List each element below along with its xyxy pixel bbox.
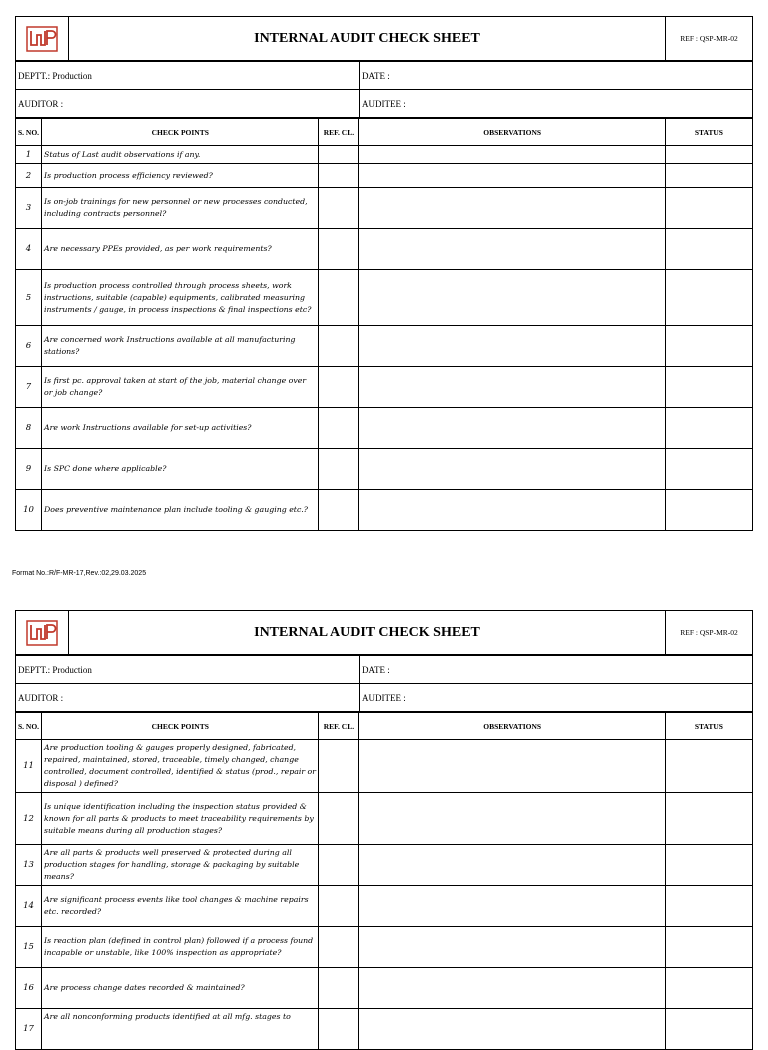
observation-cell[interactable] xyxy=(359,367,665,408)
checklist-table xyxy=(15,118,753,531)
table-row xyxy=(16,188,753,229)
observation-cell[interactable] xyxy=(359,229,665,270)
ref-cl-cell[interactable] xyxy=(319,408,359,449)
ref-cl-cell[interactable] xyxy=(319,740,359,793)
ref-cl-cell[interactable] xyxy=(319,927,359,968)
date-label: DATE : xyxy=(360,656,753,684)
company-logo-icon xyxy=(25,24,59,54)
check-point-text: Is on-job trainings for new personnel or new processes conducted, including contracts personnel? xyxy=(42,188,319,229)
col-header-check-points: CHECK POINTS xyxy=(42,119,319,146)
check-point-text: Is production process efficiency reviewed? xyxy=(42,164,319,188)
department-label: DEPTT.: Production xyxy=(16,656,360,684)
check-point-text: Are necessary PPEs provided, as per work requirements? xyxy=(42,229,319,270)
table-row xyxy=(16,740,753,793)
auditee-label: AUDITEE : xyxy=(360,684,753,712)
row-number: 15 xyxy=(16,927,42,968)
table-row xyxy=(16,927,753,968)
sheet-title: INTERNAL AUDIT CHECK SHEET xyxy=(69,611,666,655)
observation-cell[interactable] xyxy=(359,886,665,927)
col-header-observations: OBSERVATIONS xyxy=(359,713,665,740)
status-cell[interactable] xyxy=(665,449,752,490)
auditor-label: AUDITOR : xyxy=(16,90,360,118)
table-row xyxy=(16,367,753,408)
status-cell[interactable] xyxy=(665,845,752,886)
company-logo-icon xyxy=(25,618,59,648)
observation-cell[interactable] xyxy=(359,1009,665,1050)
ref-code: REF : QSP-MR-02 xyxy=(666,17,753,61)
ref-cl-cell[interactable] xyxy=(319,490,359,531)
row-number: 1 xyxy=(16,146,42,164)
observation-cell[interactable] xyxy=(359,270,665,326)
status-cell[interactable] xyxy=(665,408,752,449)
observation-cell[interactable] xyxy=(359,968,665,1009)
sheet-header-table xyxy=(15,610,753,655)
status-cell[interactable] xyxy=(665,927,752,968)
observation-cell[interactable] xyxy=(359,449,665,490)
ref-cl-cell[interactable] xyxy=(319,449,359,490)
row-number: 3 xyxy=(16,188,42,229)
observation-cell[interactable] xyxy=(359,740,665,793)
col-header-ref-cl: REF. CL. xyxy=(319,119,359,146)
sheet-info-table xyxy=(15,61,753,118)
status-cell[interactable] xyxy=(665,229,752,270)
row-number: 8 xyxy=(16,408,42,449)
sheet-title: INTERNAL AUDIT CHECK SHEET xyxy=(69,17,666,61)
ref-cl-cell[interactable] xyxy=(319,229,359,270)
ref-cl-cell[interactable] xyxy=(319,845,359,886)
col-header-sno: S. NO. xyxy=(16,713,42,740)
date-label: DATE : xyxy=(360,62,753,90)
observation-cell[interactable] xyxy=(359,793,665,845)
table-row xyxy=(16,886,753,927)
check-point-text: Status of Last audit observations if any. xyxy=(42,146,319,164)
status-cell[interactable] xyxy=(665,968,752,1009)
department-label: DEPTT.: Production xyxy=(16,62,360,90)
table-row xyxy=(16,449,753,490)
table-row xyxy=(16,270,753,326)
sheet-info-table xyxy=(15,655,753,712)
check-point-text: Is unique identification including the inspection status provided & known for all parts & products to meet traceability requirements by suitable means during all production stages? xyxy=(42,793,319,845)
row-number: 10 xyxy=(16,490,42,531)
check-point-text: Are concerned work Instructions available at all manufacturing stations? xyxy=(42,326,319,367)
check-point-text: Is production process controlled through process sheets, work instructions, suitable (capable) equipments, calibrated measuring instruments / gauge, in process inspections & final inspections etc? xyxy=(42,270,319,326)
observation-cell[interactable] xyxy=(359,164,665,188)
check-point-text: Are production tooling & gauges properly designed, fabricated, repaired, maintained, stored, traceable, timely changed, change controlled, document controlled, identified & status (prod., repair or disposal ) defined? xyxy=(42,740,319,793)
check-point-text: Are significant process events like tool changes & machine repairs etc. recorded? xyxy=(42,886,319,927)
ref-cl-cell[interactable] xyxy=(319,886,359,927)
row-number: 12 xyxy=(16,793,42,845)
check-point-text: Is first pc. approval taken at start of the job, material change over or job change? xyxy=(42,367,319,408)
col-header-check-points: CHECK POINTS xyxy=(42,713,319,740)
check-point-text: Are work Instructions available for set-up activities? xyxy=(42,408,319,449)
ref-cl-cell[interactable] xyxy=(319,270,359,326)
check-point-text: Does preventive maintenance plan include tooling & gauging etc.? xyxy=(42,490,319,531)
status-cell[interactable] xyxy=(665,164,752,188)
auditor-label: AUDITOR : xyxy=(16,684,360,712)
status-cell[interactable] xyxy=(665,326,752,367)
status-cell[interactable] xyxy=(665,740,752,793)
observation-cell[interactable] xyxy=(359,490,665,531)
row-number: 6 xyxy=(16,326,42,367)
col-header-status: STATUS xyxy=(665,119,752,146)
row-number: 7 xyxy=(16,367,42,408)
status-cell[interactable] xyxy=(665,367,752,408)
observation-cell[interactable] xyxy=(359,845,665,886)
ref-cl-cell[interactable] xyxy=(319,164,359,188)
table-row xyxy=(16,164,753,188)
status-cell[interactable] xyxy=(665,270,752,326)
status-cell[interactable] xyxy=(665,146,752,164)
col-header-sno: S. NO. xyxy=(16,119,42,146)
audit-sheet-page-2 xyxy=(15,610,753,1050)
observation-cell[interactable] xyxy=(359,927,665,968)
table-row xyxy=(16,845,753,886)
table-row xyxy=(16,146,753,164)
row-number: 14 xyxy=(16,886,42,927)
ref-cl-cell[interactable] xyxy=(319,188,359,229)
status-cell[interactable] xyxy=(665,188,752,229)
status-cell[interactable] xyxy=(665,1009,752,1050)
check-point-text: Are all nonconforming products identified at all mfg. stages to xyxy=(42,1009,319,1050)
observation-cell[interactable] xyxy=(359,146,665,164)
ref-cl-cell[interactable] xyxy=(319,793,359,845)
row-number: 4 xyxy=(16,229,42,270)
col-header-observations: OBSERVATIONS xyxy=(359,119,665,146)
row-number: 16 xyxy=(16,968,42,1009)
col-header-ref-cl: REF. CL. xyxy=(319,713,359,740)
ref-code: REF : QSP-MR-02 xyxy=(666,611,753,655)
logo-cell xyxy=(16,17,69,61)
table-row xyxy=(16,326,753,367)
format-number-footer: Format No.:R/F-MR-17,Rev.:02,29.03.2025 xyxy=(12,570,147,577)
observation-cell[interactable] xyxy=(359,326,665,367)
table-row xyxy=(16,968,753,1009)
audit-sheet-page-1 xyxy=(15,16,753,531)
auditee-label: AUDITEE : xyxy=(360,90,753,118)
ref-cl-cell[interactable] xyxy=(319,367,359,408)
row-number: 11 xyxy=(16,740,42,793)
ref-cl-cell[interactable] xyxy=(319,1009,359,1050)
table-row xyxy=(16,1009,753,1050)
check-point-text: Is SPC done where applicable? xyxy=(42,449,319,490)
logo-cell xyxy=(16,611,69,655)
ref-cl-cell[interactable] xyxy=(319,146,359,164)
row-number: 2 xyxy=(16,164,42,188)
status-cell[interactable] xyxy=(665,490,752,531)
row-number: 5 xyxy=(16,270,42,326)
table-row xyxy=(16,793,753,845)
table-row xyxy=(16,229,753,270)
check-point-text: Is reaction plan (defined in control plan) followed if a process found incapable or unstable, like 100% inspection as appropriate? xyxy=(42,927,319,968)
check-point-text: Are all parts & products well preserved & protected during all production stages for handling, storage & packaging by suitable means? xyxy=(42,845,319,886)
ref-cl-cell[interactable] xyxy=(319,968,359,1009)
row-number: 13 xyxy=(16,845,42,886)
table-row xyxy=(16,408,753,449)
col-header-status: STATUS xyxy=(665,713,752,740)
status-cell[interactable] xyxy=(665,886,752,927)
observation-cell[interactable] xyxy=(359,188,665,229)
table-row xyxy=(16,490,753,531)
ref-cl-cell[interactable] xyxy=(319,326,359,367)
row-number: 9 xyxy=(16,449,42,490)
check-point-text: Are process change dates recorded & maintained? xyxy=(42,968,319,1009)
checklist-table xyxy=(15,712,753,1050)
observation-cell[interactable] xyxy=(359,408,665,449)
sheet-header-table xyxy=(15,16,753,61)
status-cell[interactable] xyxy=(665,793,752,845)
row-number: 17 xyxy=(16,1009,42,1050)
